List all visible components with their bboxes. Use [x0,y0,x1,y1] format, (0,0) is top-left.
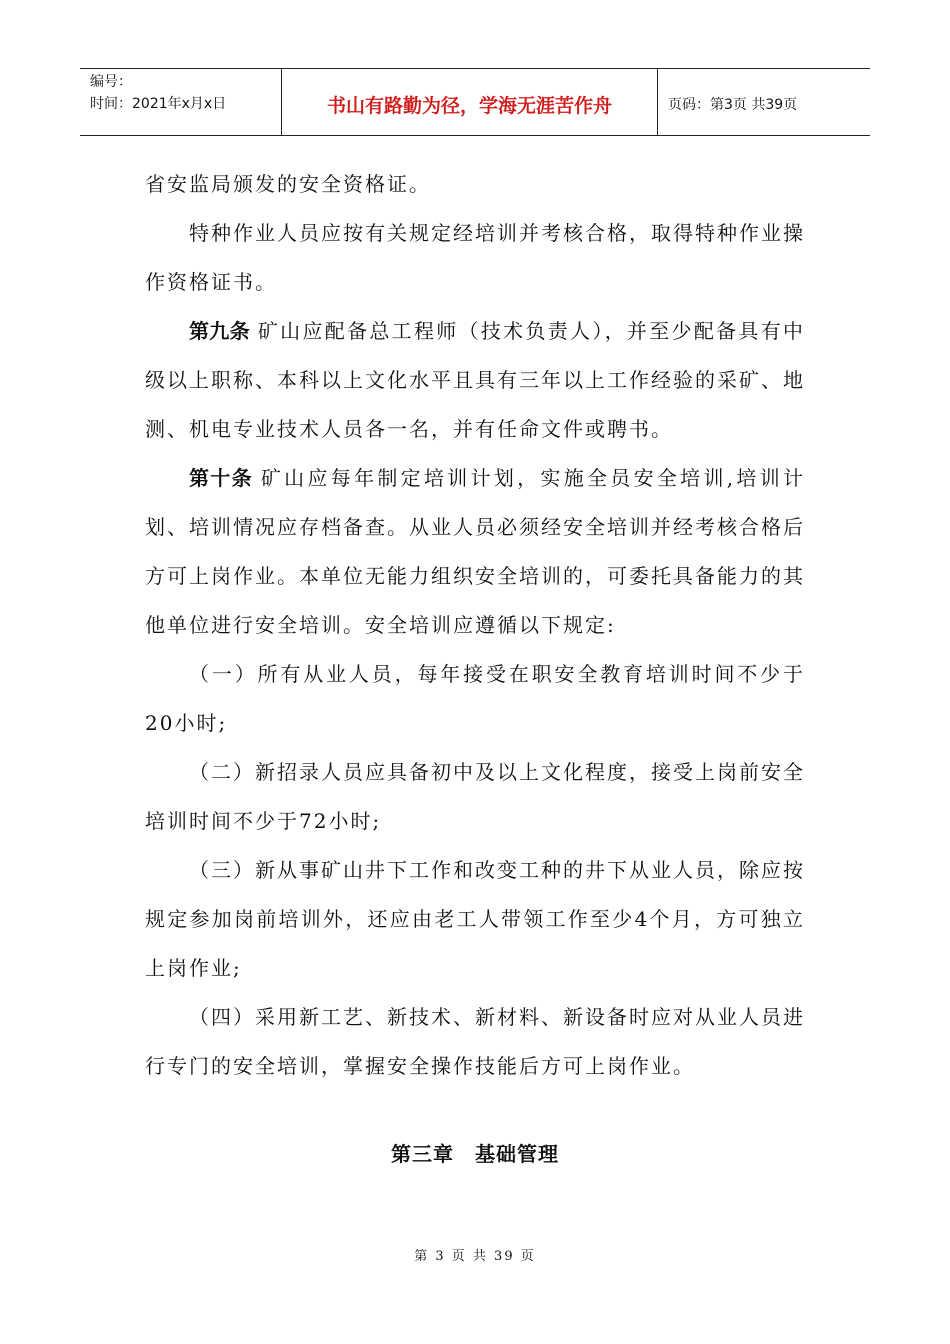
document-body [145,160,805,1091]
list-item-1: （一）所有从业人员，每年接受在职安全教育培训时间不少于20小时; [145,662,805,735]
list-item-2: （二）新招录人员应具备初中及以上文化程度，接受上岗前安全培训时间不少于72小时; [145,760,805,833]
list-item-4: （四）采用新工艺、新技术、新材料、新设备时应对从业人员进行专门的安全培训，掌握安全操作技能后方可上岗作业。 [145,1005,805,1078]
document-number-label: 编号： [90,74,132,90]
article-9-text: 矿山应配备总工程师（技术负责人），并至少配备具有中级以上职称、本科以上文化水平且具有三年以上工作经验的采矿、地测、机电专业技术人员各一名，并有任命文件或聘书。 [145,319,806,441]
paragraph-1: 省安监局颁发的安全资格证。 [145,172,431,196]
page-header [80,68,870,136]
article-9 [145,307,805,454]
document-date-label: 时间：2021年x月x日 [90,96,227,112]
page-footer: 第 3 页 共 39 页 [414,1249,536,1264]
article-9-title: 第九条 [189,319,250,343]
header-meta [80,69,282,135]
header-page-info: 页码：第3页 共39页 [668,97,798,113]
article-10 [145,454,805,650]
header-motto: 书山有路勤为径，学海无涯苦作舟 [282,69,658,135]
article-10-title: 第十条 [189,466,253,490]
paragraph-2: 特种作业人员应按有关规定经培训并考核合格，取得特种作业操作资格证书。 [145,221,805,294]
chapter-title: 第三章 基础管理 [391,1142,559,1166]
article-10-text: 矿山应每年制定培训计划，实施全员安全培训,培训计划、培训情况应存档备查。从业人员必须经安全培训并经考核合格后方可上岗作业。本单位无能力组织安全培训的，可委托具备能力的其他单位进行安全培训。安全培训应遵循以下规定: [145,466,806,637]
list-item-3: （三）新从事矿山井下工作和改变工种的井下从业人员，除应按规定参加岗前培训外，还应由老工人带领工作至少4个月，方可独立上岗作业; [145,858,805,980]
